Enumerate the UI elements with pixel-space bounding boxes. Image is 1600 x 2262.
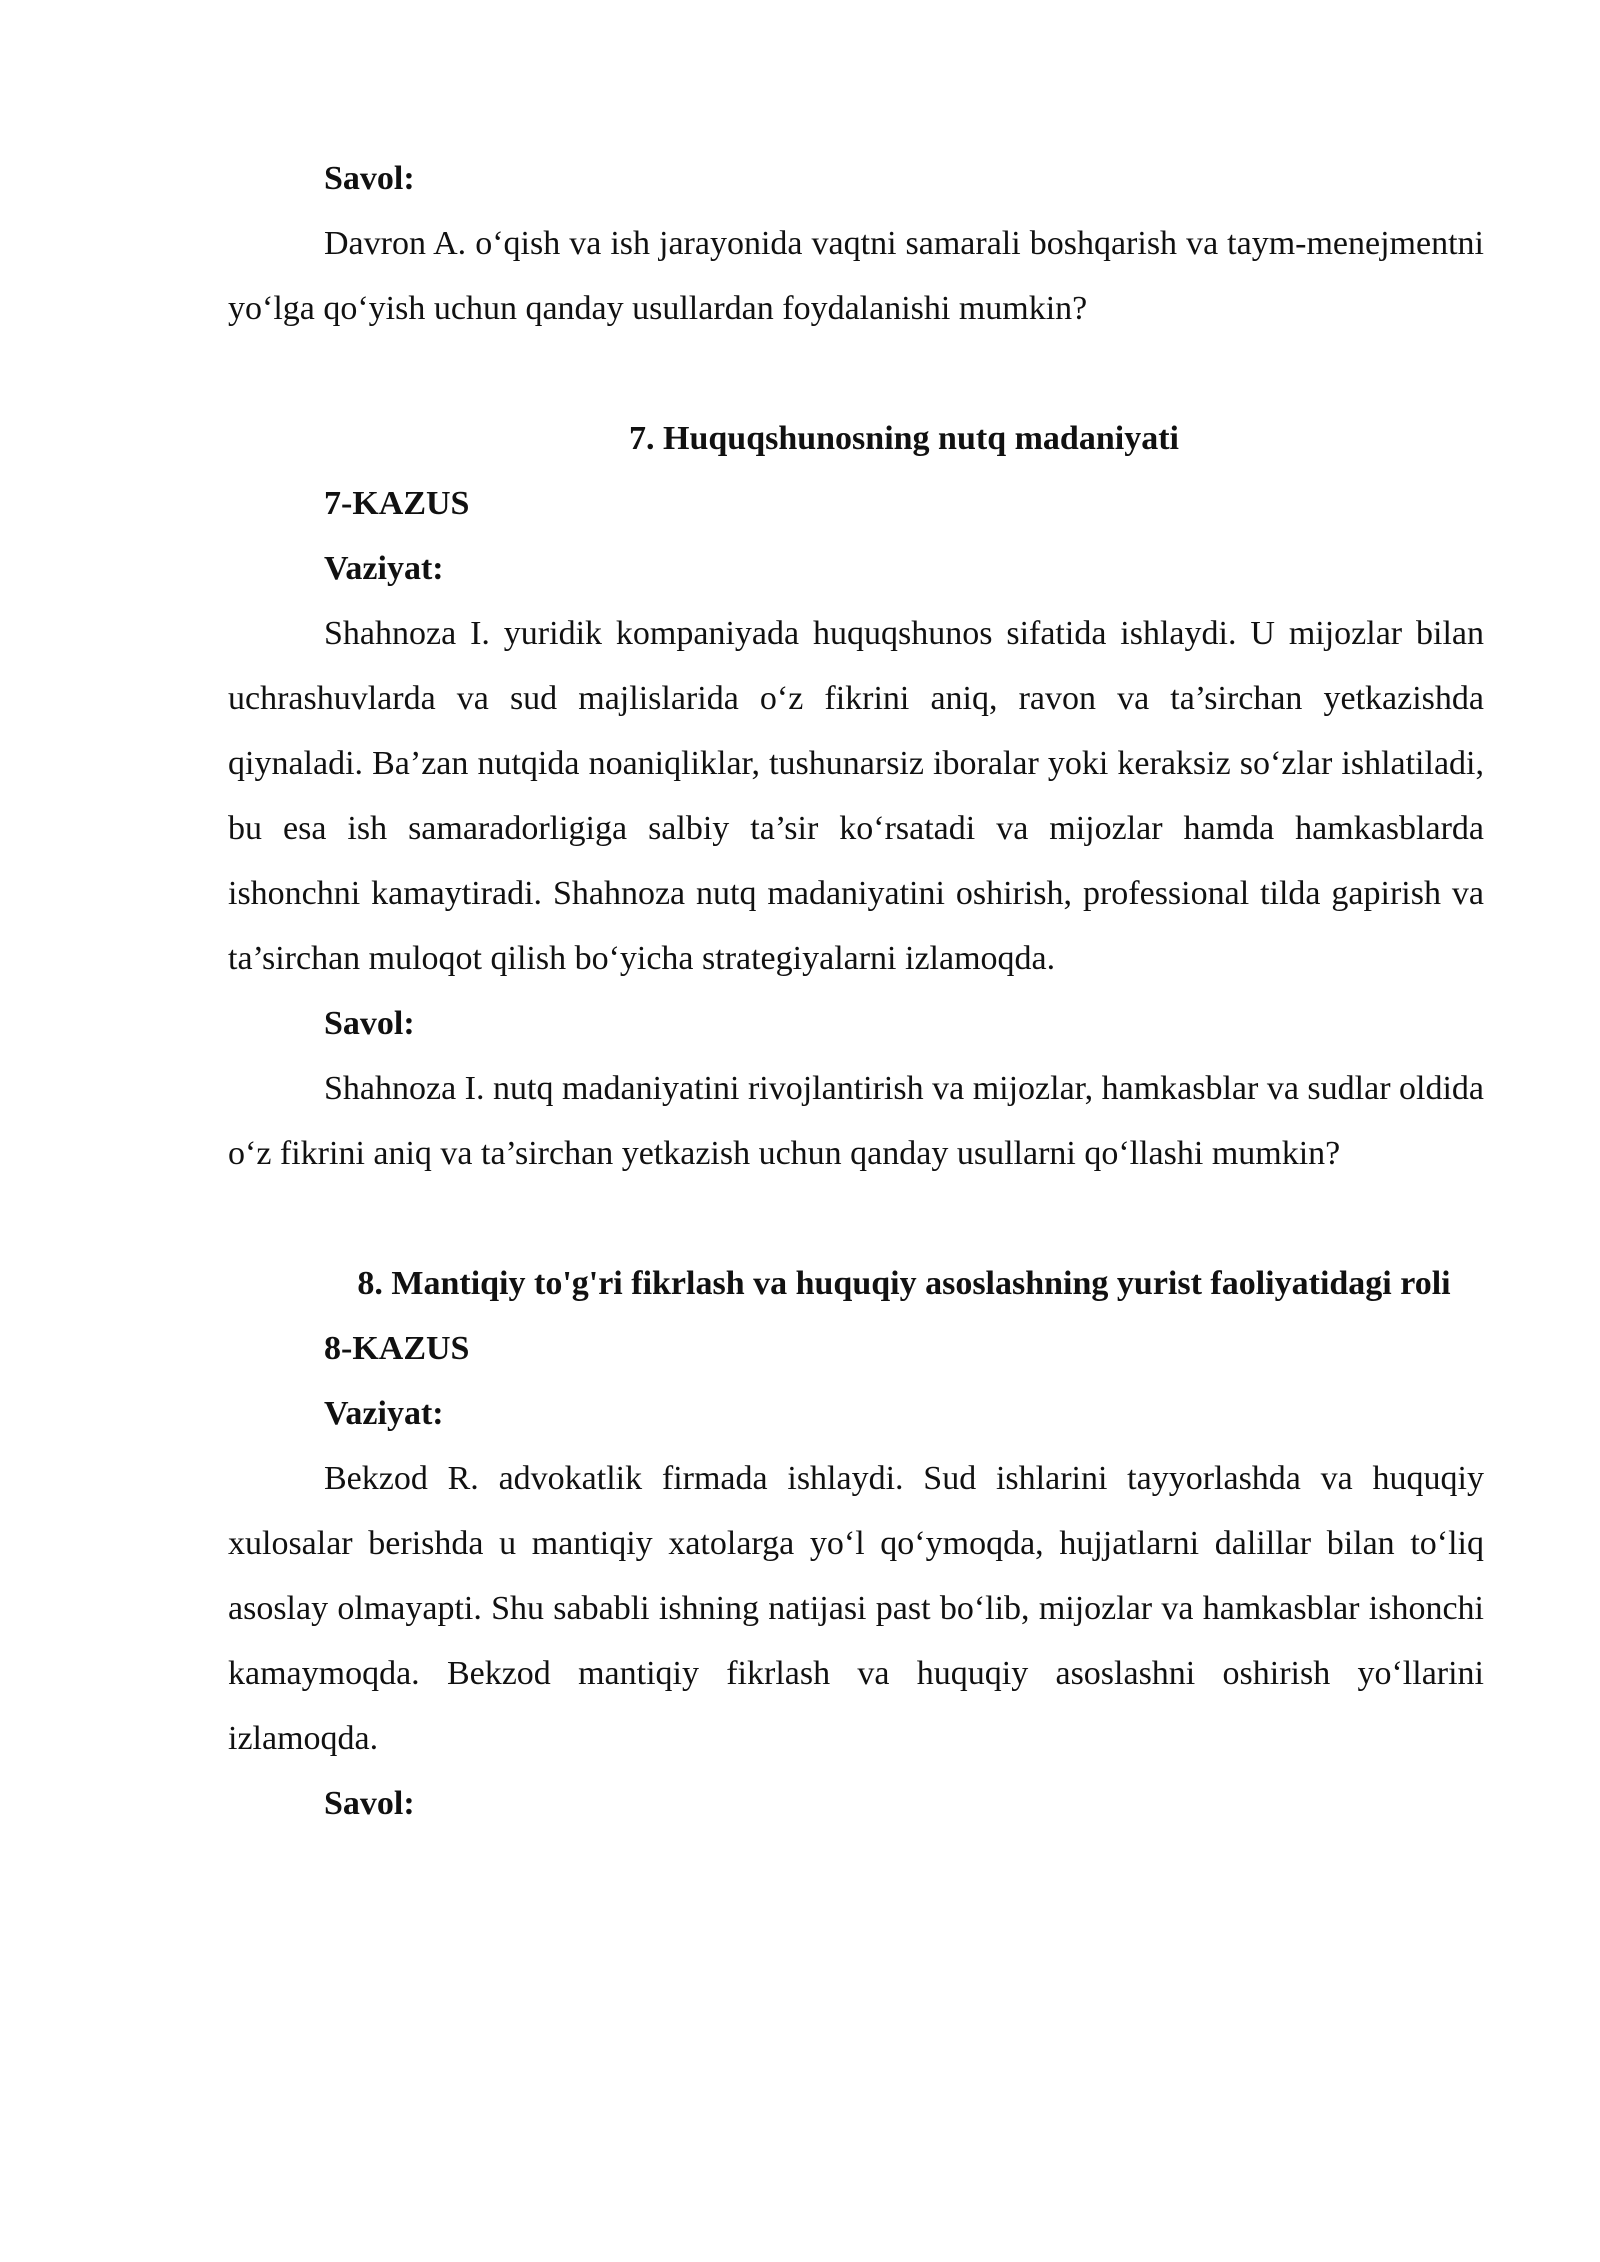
case-7-text: Shahnoza I. yuridik kompaniyada huquqshunos sifatida ishlaydi. U mijozlar bilan uchrashuvlarda va sud majlislarida o‘z fikrini aniq, ravon va ta’sirchan yetkazishda qiynaladi. Ba’zan nutqida noaniqliklar, tushunarsiz iboralar yoki keraksiz so‘zlar ishlatiladi, bu esa ish samaradorligiga salbiy ta’sir ko‘rsatadi va mijozlar hamda hamkasblarda ishonchni kamaytiradi. Shahnoza nutq madaniyatini oshirish, professional tilda gapirish va ta’sirchan muloqot qilish bo‘yicha strategiyalarni izlamoqda.	[228, 615, 1484, 977]
spacer	[228, 1186, 1484, 1251]
case-8-text: Bekzod R. advokatlik firmada ishlaydi. Sud ishlarini tayyorlashda va huquqiy xulosalar berishda u mantiqiy xatolarga yo‘l qo‘ymoqda, hujjatlarni dalillar bilan to‘liq asoslay olmayapti. Shu sababli ishning natijasi past bo‘lib, mijozlar va hamkasblar ishonchi kamaymoqda. Bekzod mantiqiy fikrlash va huquqiy asoslashni oshirish yo‘llarini izlamoqda.	[228, 1460, 1484, 1757]
question-7-label: Savol:	[324, 1005, 415, 1042]
spacer	[228, 341, 1484, 406]
section-8-title: 8. Mantiqiy to'g'ri fikrlash va huquqiy asoslashning yurist faoliyatidagi roli	[357, 1265, 1451, 1302]
question-8-label: Savol:	[324, 1785, 415, 1822]
situation-7-label: Vaziyat:	[324, 550, 444, 587]
question-6-text: Davron A. o‘qish va ish jarayonida vaqtni samarali boshqarish va taym-menejmentni yo‘lga qo‘yish uchun qanday usullardan foydalanishi mumkin?	[228, 225, 1484, 327]
case-8-label: 8-KAZUS	[324, 1330, 470, 1367]
document-page	[228, 146, 1484, 1836]
question-label: Savol:	[324, 160, 415, 197]
case-7-label: 7-KAZUS	[324, 485, 470, 522]
question-7-text: Shahnoza I. nutq madaniyatini rivojlantirish va mijozlar, hamkasblar va sudlar oldida o‘z fikrini aniq va ta’sirchan yetkazish uchun qanday usullarni qo‘llashi mumkin?	[228, 1070, 1485, 1172]
section-7-title: 7. Huquqshunosning nutq madaniyati	[629, 420, 1179, 457]
situation-8-label: Vaziyat:	[324, 1395, 444, 1432]
